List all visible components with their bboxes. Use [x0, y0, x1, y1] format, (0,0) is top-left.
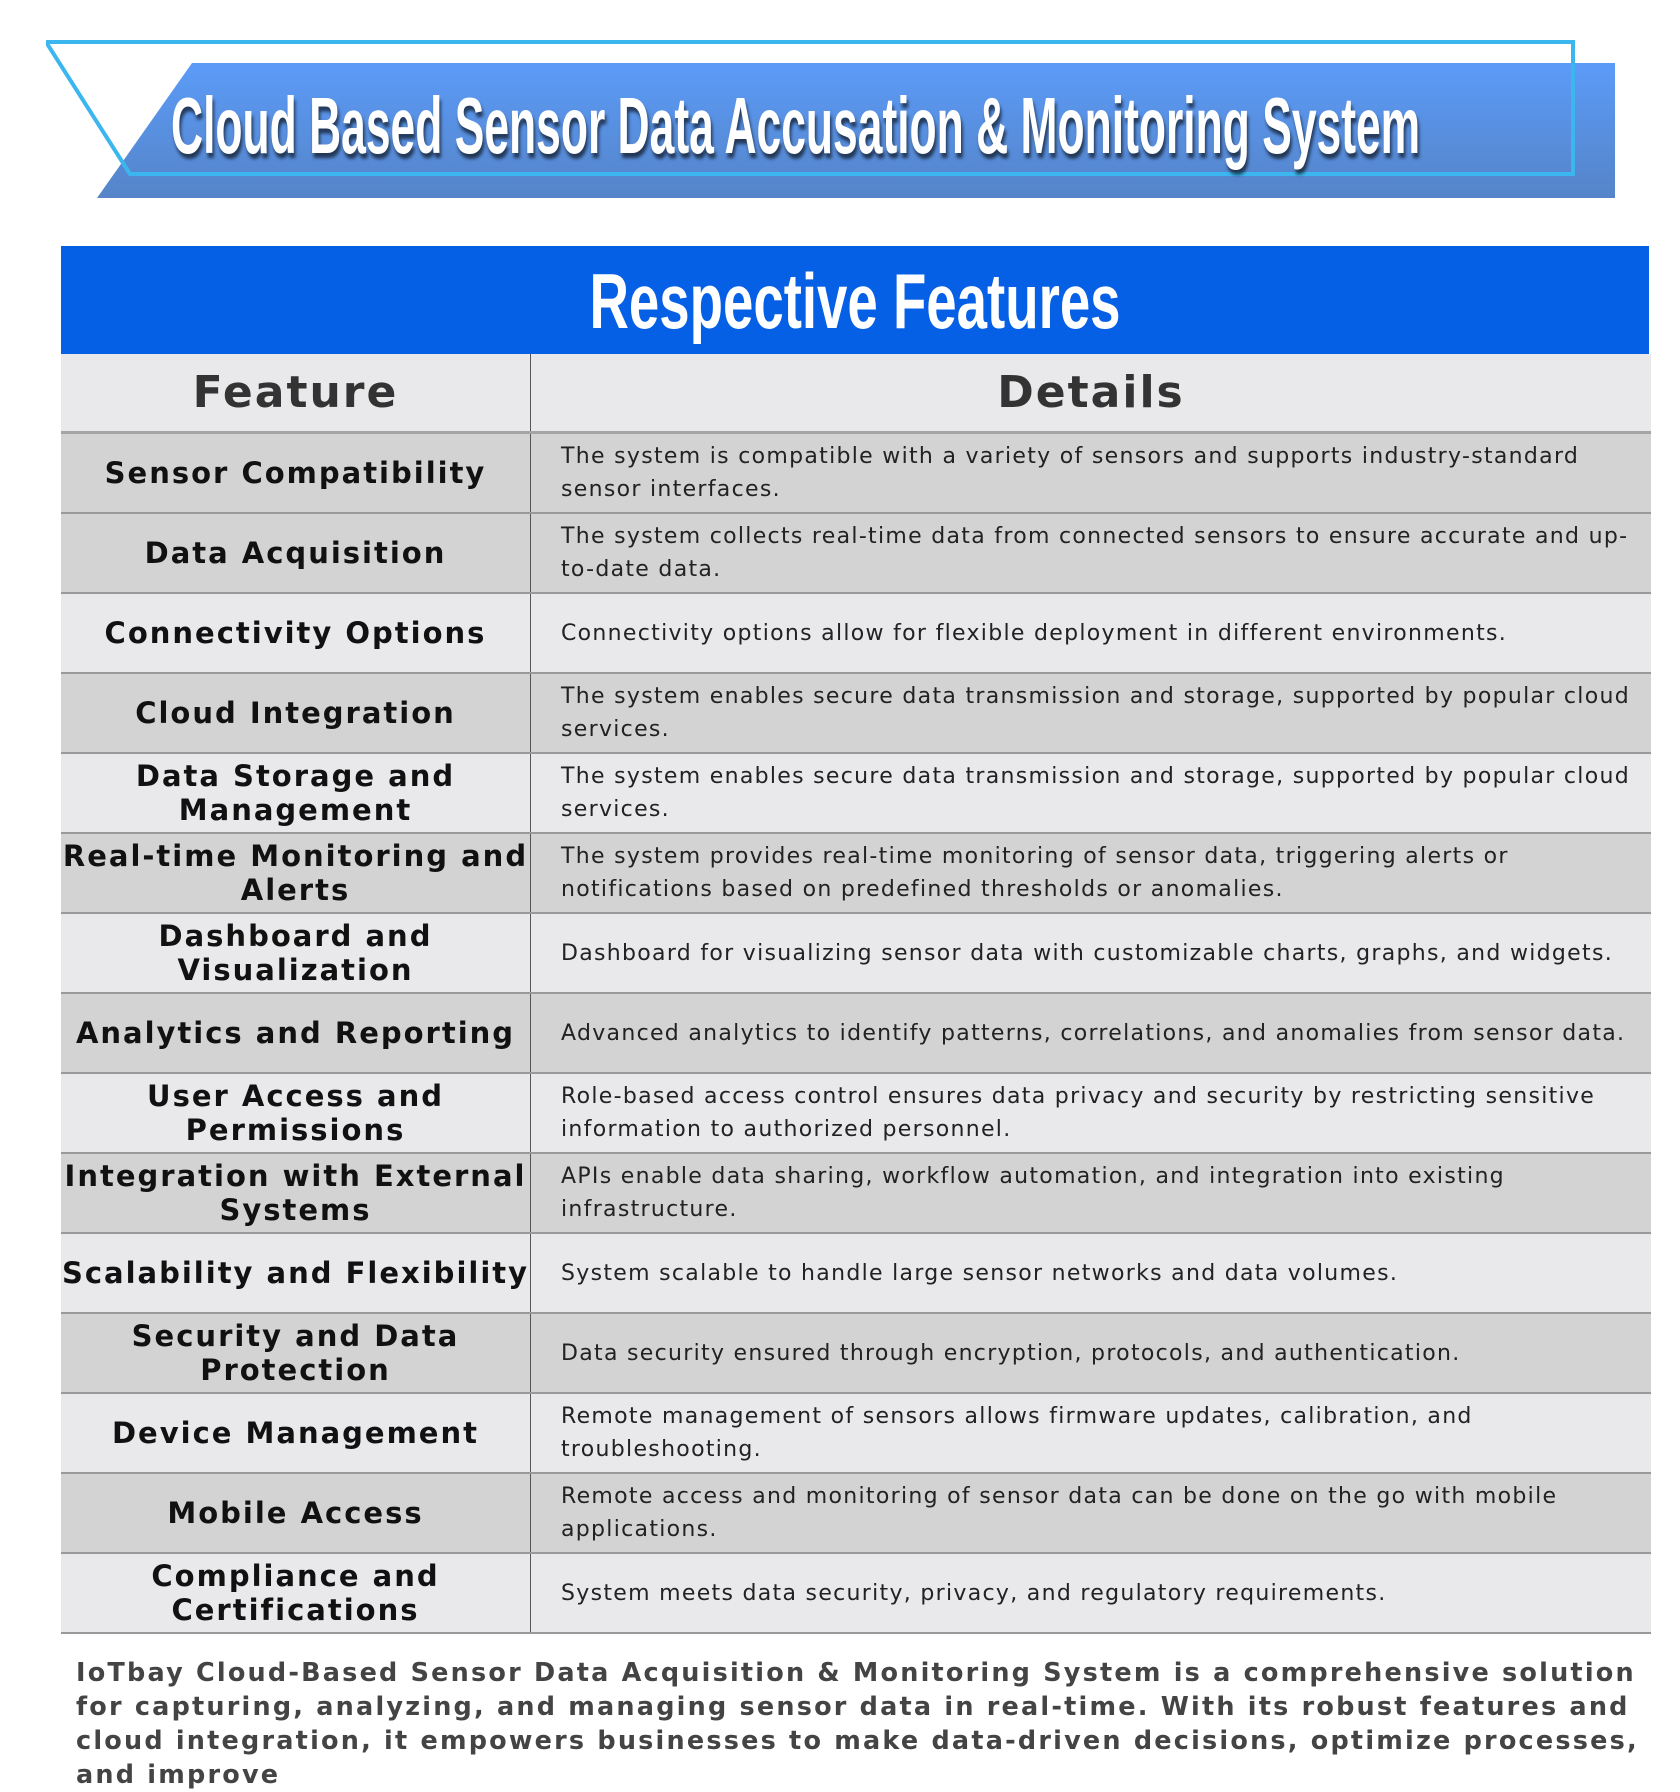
feature-cell: User Access and Permissions	[61, 1074, 531, 1152]
feature-cell: Connectivity Options	[61, 594, 531, 672]
feature-cell: Sensor Compatibility	[61, 434, 531, 512]
table-row	[61, 1234, 1651, 1314]
feature-cell: Compliance and Certifications	[61, 1554, 531, 1632]
table-title: Respective Features	[589, 257, 1121, 345]
column-header-details: Details	[997, 367, 1185, 418]
details-cell: Advanced analytics to identify patterns, correlations, and anomalies from sensor data.	[561, 1020, 1626, 1046]
feature-cell: Integration with External Systems	[61, 1154, 531, 1232]
table-row	[61, 1474, 1651, 1554]
table-row	[61, 1394, 1651, 1474]
table-row	[61, 514, 1651, 594]
feature-cell: Scalability and Flexibility	[61, 1234, 531, 1312]
table-row	[61, 674, 1651, 754]
table-header-row	[61, 354, 1651, 434]
feature-cell: Dashboard and Visualization	[61, 914, 531, 992]
feature-cell: Real-time Monitoring and Alerts	[61, 834, 531, 912]
feature-cell: Mobile Access	[61, 1474, 531, 1552]
table-row	[61, 834, 1651, 914]
table-row	[61, 994, 1651, 1074]
table-row	[61, 1074, 1651, 1154]
details-cell: The system enables secure data transmission and storage, supported by popular cloud services.	[561, 764, 1630, 822]
details-cell: The system enables secure data transmission and storage, supported by popular cloud services.	[561, 684, 1630, 742]
table-title-bar	[61, 246, 1649, 354]
details-cell: Remote access and monitoring of sensor data can be done on the go with mobile applications.	[561, 1484, 1558, 1542]
page-title: Cloud Based Sensor Data Accusation & Monitoring System	[171, 81, 1421, 170]
details-cell: Remote management of sensors allows firmware updates, calibration, and troubleshooting.	[561, 1404, 1473, 1462]
details-cell: The system provides real-time monitoring of sensor data, triggering alerts or notifications based on predefined thresholds or anomalies.	[561, 844, 1509, 902]
details-cell: The system collects real-time data from connected sensors to ensure accurate and up-to-date data.	[561, 524, 1629, 582]
details-cell: APIs enable data sharing, workflow automation, and integration into existing infrastructure.	[561, 1164, 1505, 1222]
feature-cell: Data Acquisition	[61, 514, 531, 592]
feature-cell: Device Management	[61, 1394, 531, 1472]
table-row	[61, 1314, 1651, 1394]
feature-cell: Cloud Integration	[61, 674, 531, 752]
feature-cell: Analytics and Reporting	[61, 994, 531, 1072]
table-row	[61, 434, 1651, 514]
details-cell: System scalable to handle large sensor networks and data volumes.	[561, 1260, 1399, 1286]
table-row	[61, 594, 1651, 674]
table-row	[61, 754, 1651, 834]
details-cell: Dashboard for visualizing sensor data with customizable charts, graphs, and widgets.	[561, 940, 1613, 966]
details-cell: Connectivity options allow for flexible deployment in different environments.	[561, 620, 1508, 646]
feature-cell: Data Storage and Management	[61, 754, 531, 832]
summary-paragraph: IoTbay Cloud-Based Sensor Data Acquisition & Monitoring System is a comprehensive solution for capturing, analyzing, and managing sensor data in real-time. With its robust features and cloud integration, it empowers businesses to make data-driven decisions, optimize processes, and improve	[76, 1658, 1639, 1790]
details-cell: Data security ensured through encryption, protocols, and authentication.	[561, 1340, 1461, 1366]
table-row	[61, 914, 1651, 994]
feature-cell: Security and Data Protection	[61, 1314, 531, 1392]
details-cell: Role-based access control ensures data privacy and security by restricting sensitive information to authorized personnel.	[561, 1084, 1596, 1142]
column-header-feature: Feature	[61, 354, 531, 431]
details-cell: The system is compatible with a variety of sensors and supports industry-standard sensor interfaces.	[561, 444, 1580, 502]
details-cell: System meets data security, privacy, and regulatory requirements.	[561, 1580, 1387, 1606]
table-row	[61, 1554, 1651, 1634]
table-row	[61, 1154, 1651, 1234]
features-table	[61, 354, 1651, 1634]
